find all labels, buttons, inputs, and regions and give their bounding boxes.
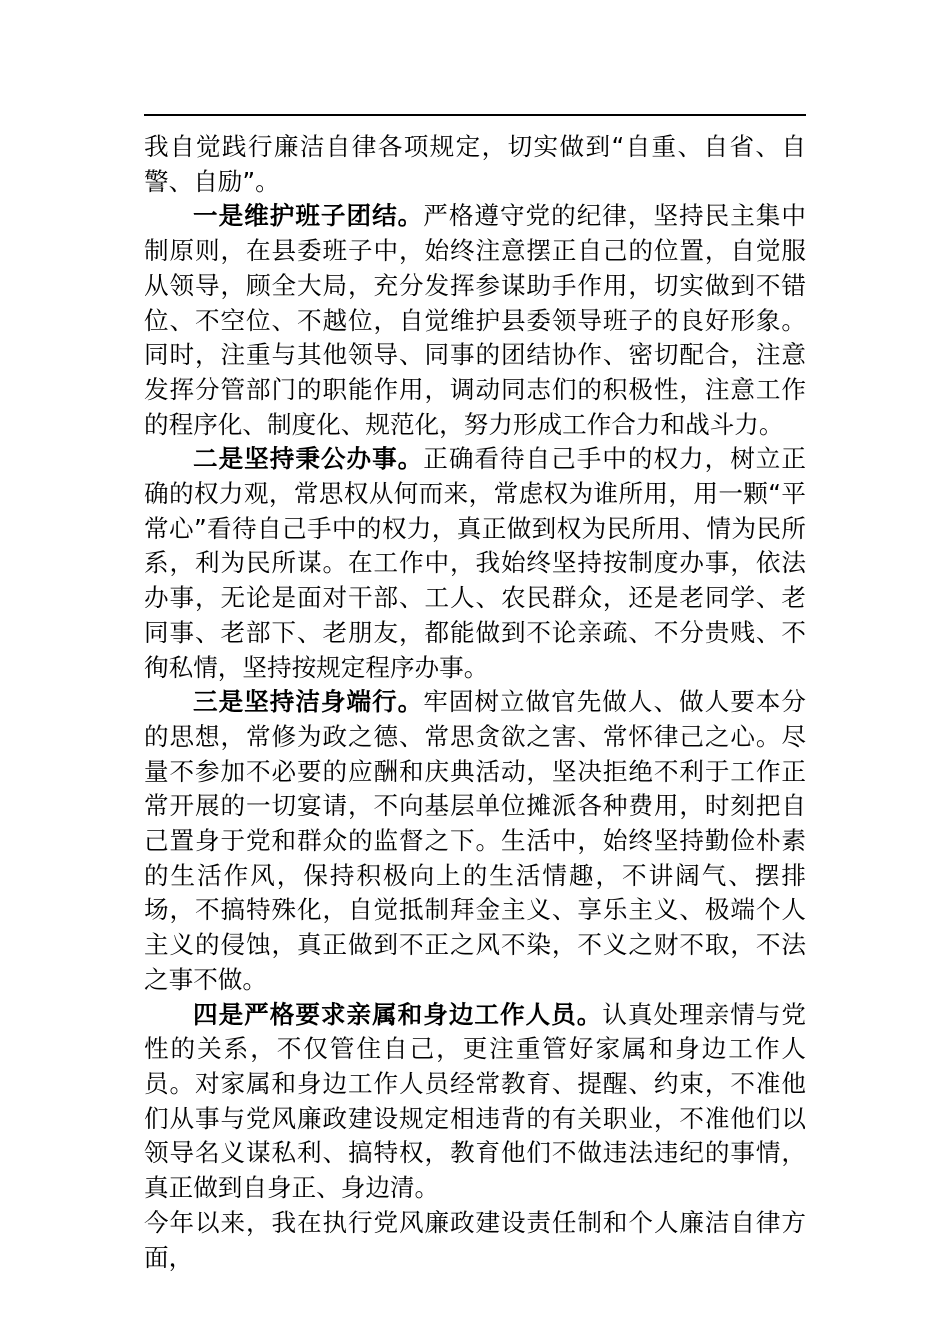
paragraph-lead: 四是严格要求亲属和身边工作人员。: [193, 999, 603, 1029]
paragraph-continuation: [144, 130, 806, 199]
paragraph-lead: 三是坚持洁身端行。: [193, 687, 424, 717]
paragraph-text: 认真处理亲情与党性的关系，不仅管住自己，更注重管好家属和身边工作人员。对家属和身边工作人员经常教育、提醒、约束，不准他们从事与党风廉政建设规定相违背的有关职业，不准他们以领导名义谋私利、搞特权，教育他们不做违法违纪的事情，真正做到自身正、身边清。: [144, 999, 806, 1203]
paragraph-text: 正确看待自己手中的权力，树立正确的权力观，常思权从何而来，常虑权为谁所用，用一颗“平常心”看待自己手中的权力，真正做到权为民所用、情为民所系，利为民所谋。在工作中，我始终坚持按制度办事，依法办事，无论是面对干部、工人、农民群众，还是老同学、老同事、老部下、老朋友，都能做到不论亲疏、不分贵贱、不徇私情，坚持按规定程序办事。: [144, 444, 806, 682]
paragraph-unity: [144, 199, 806, 442]
paragraph-text: 我自觉践行廉洁自律各项规定，切实做到“自重、自省、自警、自励”。: [144, 132, 806, 196]
paragraph-lead: 二是坚持秉公办事。: [193, 444, 424, 474]
paragraph-impartial: [144, 442, 806, 685]
paragraph-text: 今年以来，我在执行党风廉政建设责任制和个人廉洁自律方面，: [144, 1207, 806, 1272]
paragraph-relatives: [144, 998, 806, 1206]
header-rule: [144, 114, 806, 116]
paragraph-lead: 一是维护班子团结。: [193, 201, 424, 231]
paragraph-integrity: [144, 685, 806, 997]
document-body: [144, 130, 806, 1275]
paragraph-text: 严格遵守党的纪律，坚持民主集中制原则，在县委班子中，始终注意摆正自己的位置，自觉服从领导，顾全大局，充分发挥参谋助手作用，切实做到不错位、不空位、不越位，自觉维护县委领导班子的良好形象。同时，注重与其他领导、同事的团结协作、密切配合，注意发挥分管部门的职能作用，调动同志们的积极性，注意工作的程序化、制度化、规范化，努力形成工作合力和战斗力。: [144, 201, 806, 439]
paragraph-closing: [144, 1206, 806, 1275]
paragraph-text: 牢固树立做官先做人、做人要本分的思想，常修为政之德、常思贪欲之害、常怀律己之心。尽量不参加不必要的应酬和庆典活动，坚决拒绝不利于工作正常开展的一切宴请，不向基层单位摊派各种费用，时刻把自己置身于党和群众的监督之下。生活中，始终坚持勤俭朴素的生活作风，保持积极向上的生活情趣，不讲阔气、摆排场，不搞特殊化，自觉抵制拜金主义、享乐主义、极端个人主义的侵蚀，真正做到不正之风不染，不义之财不取，不法之事不做。: [144, 687, 806, 994]
